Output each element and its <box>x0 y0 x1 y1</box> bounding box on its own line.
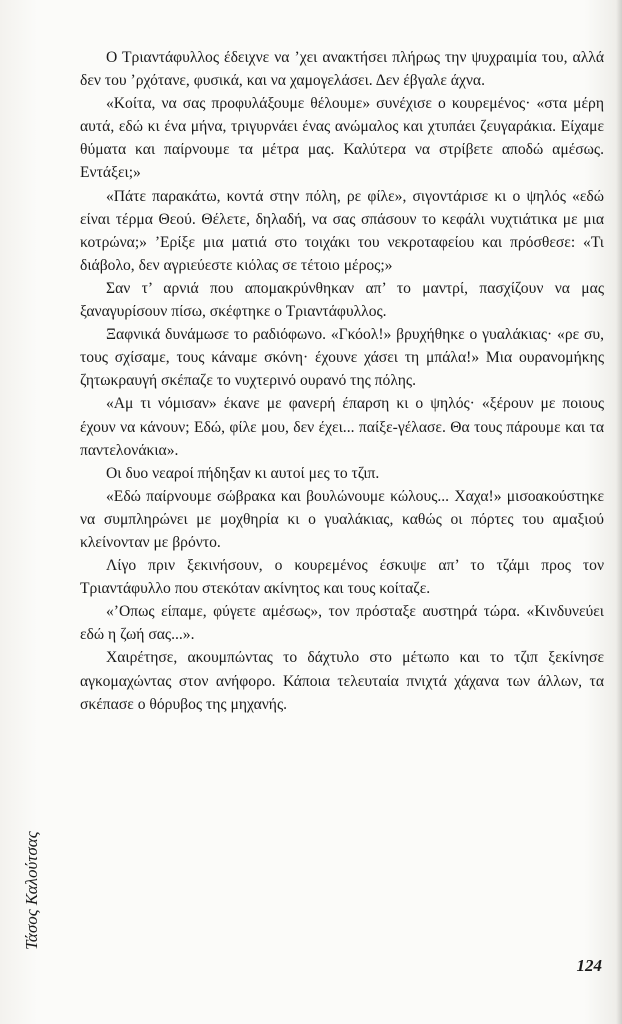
paragraph-8: «Εδώ παίρνουμε σώβρακα και βουλώνουμε κώλους... Χαχα!» μισοακούστηκε να συμπληρώνει με μοχθηρία κι ο γυαλάκιας, καθώς οι πόρτες του αμαξιού κλείνονταν με βρόντο. <box>80 487 604 551</box>
paragraph-10: «’Οπως είπαμε, φύγετε αμέσως», τον πρόσταξε αυστηρά τώρα. «Κινδυνεύει εδώ η ζωή σας...». <box>80 603 604 644</box>
paragraph-6: «Αμ τι νόμισαν» έκανε με φανερή έπαρση κι ο ψηλός· «ξέρουν με ποιους έχουν να κάνουν; Εδώ, φίλε μου, δεν έχει... παίξε-γέλασε. Θα τους πάρουμε και τα παντελονάκια». <box>80 395 604 459</box>
page-number: 124 <box>576 956 602 975</box>
page-edge-shadow <box>616 0 622 1024</box>
running-head-author: Τάσος Καλούτσας <box>22 831 41 950</box>
paragraph-2: «Κοίτα, να σας προφυλάξουμε θέλουμε» συνέχισε ο κουρεμένος· «στα μέρη αυτά, εδώ κι ένα μήνα, τριγυρνάει ένας ανώμαλος και χτυπάει ζευγαράκια. Είχαμε θύματα και παίρνουμε τα μέτρα μας. Καλύτερα να στρίβετε αποδώ αμέσως. Εντάξει;» <box>80 95 604 182</box>
paragraph-5: Ξαφνικά δυνάμωσε το ραδιόφωνο. «Γκόολ!» βρυχήθηκε ο γυαλάκιας· «ρε συ, τους σχίσαμε, τους κάναμε σκόνη· έχουνε χάσει τη μπάλα!» Μια ουρανομήκης ζητωκραυγή σκέπαζε το νυχτερινό ουρανό της πόλης. <box>80 326 604 390</box>
paragraph-4: Σαν τ’ αρνιά που απομακρύνθηκαν απ’ το μαντρί, πασχίζουν να μας ξαναγυρίσουν πίσω, σκέφτηκε ο Τριαντάφυλλος. <box>80 279 604 321</box>
paragraph-11: Χαιρέτησε, ακουμπώντας το δάχτυλο στο μέτωπο και το τζιπ ξεκίνησε αγκομαχώντας στον ανήφορο. Κάποια τελευταία πνιχτά χάχανα των άλλων, τα σκέπασε ο θόρυβος της μηχανής. <box>80 649 604 713</box>
body-text <box>80 46 604 716</box>
paragraph-7: Οι δυο νεαροί πήδηξαν κι αυτοί μες το τζιπ. <box>106 464 380 482</box>
paragraph-9: Λίγο πριν ξεκινήσουν, ο κουρεμένος έσκυψε απ’ το τζάμι προς τον Τριαντάφυλλο που στεκόταν ακίνητος και τους κοίταζε. <box>80 557 604 598</box>
paragraph-1: Ο Τριαντάφυλλος έδειχνε να ’χει ανακτήσει πλήρως την ψυχραιμία του, αλλά δεν του ’ρχότανε, φυσικά, και να χαμογελάσει. Δεν έβγαλε άχνα. <box>80 49 604 90</box>
paragraph-3: «Πάτε παρακάτω, κοντά στην πόλη, ρε φίλε», σιγοντάρισε κι ο ψηλός «εδώ είναι τέρμα Θεού. Θέλετε, δηλαδή, να σας σπάσουν το κεφάλι νυχτιάτικα με μια κοτρώνα;» ’Ερίξε μια ματιά στο τοιχάκι του νεκροταφείου και πρόσθεσε: «Τι διάβολο, δεν αγριεύεστε κιόλας σε τέτοιο μέρος;» <box>80 187 604 274</box>
